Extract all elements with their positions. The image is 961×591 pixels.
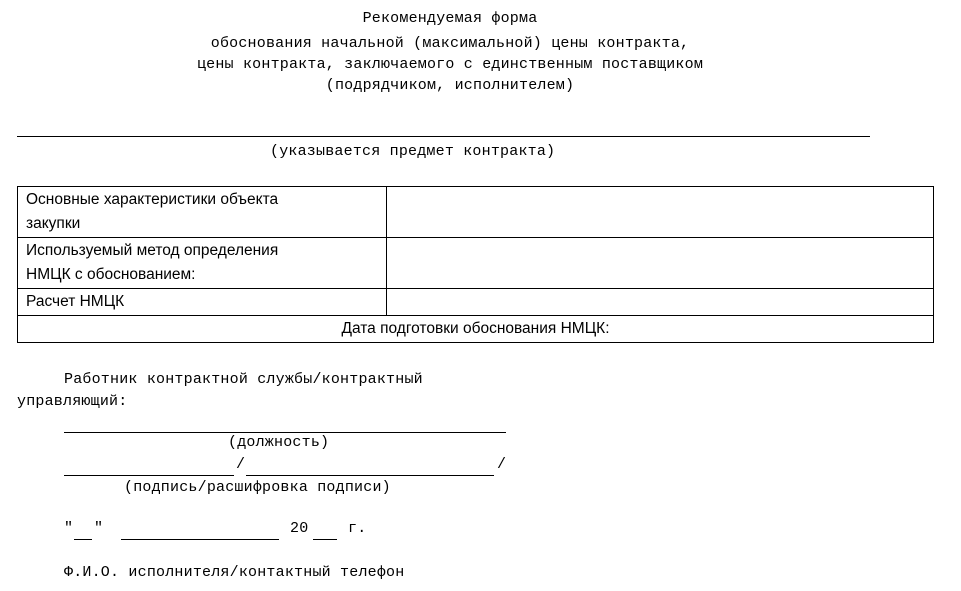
signature-caption: (подпись/расшифровка подписи)	[124, 479, 391, 496]
position-caption: (должность)	[228, 434, 330, 451]
form-title-line-4: (подрядчиком, исполнителем)	[325, 77, 575, 94]
form-title-line-2: обоснования начальной (максимальной) цены контракта,	[210, 35, 690, 52]
table-row-method	[18, 238, 934, 289]
signature-decoding-line	[246, 475, 494, 476]
preparation-date-cell: Дата подготовки обоснования НМЦК:	[18, 316, 934, 343]
contract-subject-caption: (указывается предмет контракта)	[270, 143, 556, 160]
date-quote-close: "	[94, 520, 104, 537]
form-title-line-3: цены контракта, заключаемого с единственным поставщиком	[196, 56, 704, 73]
method-label-line-1: Используемый метод определения	[26, 242, 279, 259]
justification-table	[17, 186, 934, 343]
signature-line	[64, 475, 234, 476]
position-line	[64, 432, 506, 433]
table-row-calculation	[18, 289, 934, 316]
characteristics-value-cell[interactable]	[387, 187, 934, 238]
role-label-line-2: управляющий:	[17, 393, 128, 410]
calculation-label-cell: Расчет НМЦК	[18, 289, 387, 316]
method-label-cell	[18, 238, 387, 289]
table-row-date	[18, 316, 934, 343]
signature-slash-1: /	[236, 456, 246, 473]
table-row-characteristics	[18, 187, 934, 238]
date-quote-open: "	[64, 520, 74, 537]
characteristics-label-line-2: закупки	[26, 215, 81, 232]
characteristics-label-line-1: Основные характеристики объекта	[26, 191, 279, 208]
method-value-cell[interactable]	[387, 238, 934, 289]
date-year-suffix: г.	[348, 520, 367, 537]
date-year-line	[313, 539, 337, 540]
form-title: Рекомендуемая форма	[362, 10, 538, 27]
characteristics-label-cell	[18, 187, 387, 238]
role-label-line-1: Работник контрактной службы/контрактный	[64, 371, 423, 388]
date-day-line	[74, 539, 92, 540]
signature-slash-2: /	[497, 456, 507, 473]
method-label-line-2: НМЦК с обоснованием:	[26, 266, 196, 283]
contract-subject-line	[17, 136, 870, 137]
contact-line: Ф.И.О. исполнителя/контактный телефон	[64, 564, 405, 581]
calculation-value-cell[interactable]	[387, 289, 934, 316]
date-year-prefix: 20	[290, 520, 309, 537]
date-month-line	[121, 539, 279, 540]
